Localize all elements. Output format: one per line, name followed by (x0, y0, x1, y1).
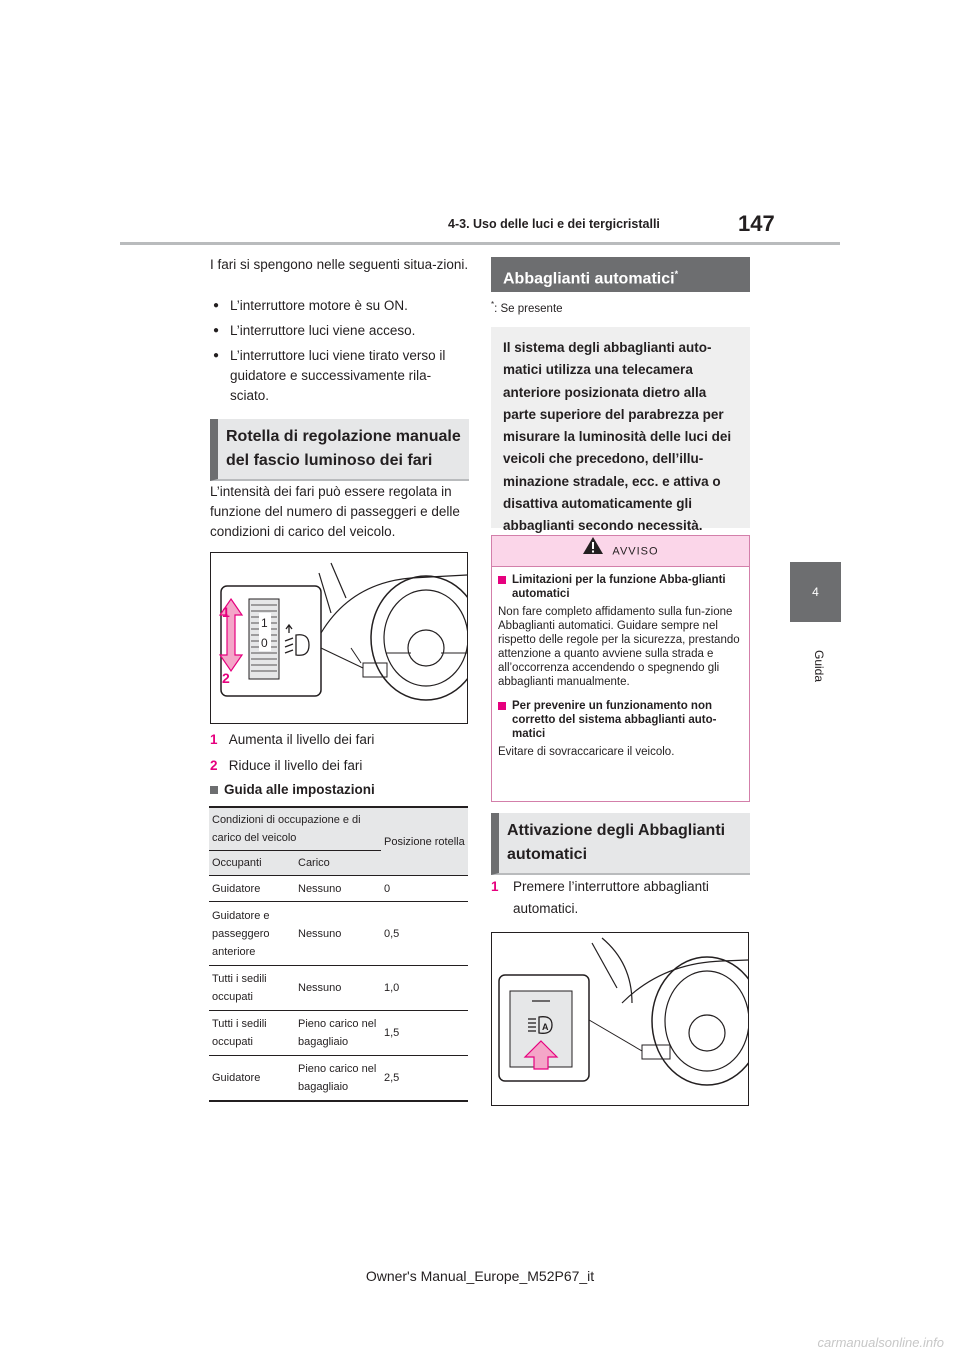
intro-paragraph: I fari si spengono nelle seguenti situa-zioni. (210, 257, 469, 272)
header-rule (120, 242, 840, 245)
table-row: Tutti i sedili occupati Nessuno 1,0 (209, 966, 468, 1011)
table-header: Carico (295, 851, 381, 876)
dashboard-illustration (492, 933, 748, 1105)
list-item: ● L’interruttore motore è su ON. (210, 296, 470, 316)
figure-label-2: 2 (222, 670, 230, 686)
watermark: carmanualsonline.info (817, 1335, 944, 1350)
legend-item: 1 Aumenta il livello dei fari (210, 732, 375, 747)
footnote: *: Se presente (491, 300, 563, 315)
table-header: Occupanti (209, 851, 295, 876)
dashboard-illustration (211, 553, 467, 723)
list-item: ● L’interruttore luci viene acceso. (210, 321, 470, 341)
table-header: Posizione rotella (381, 807, 468, 876)
table-header-row (209, 807, 468, 851)
warning-box (491, 535, 750, 802)
table-row: Tutti i sedili occupati Pieno carico nel bagagliaio 1,5 (209, 1011, 468, 1056)
warning-header: AVVISO (492, 536, 749, 567)
summary-box: Il sistema degli abbaglianti auto-matici utilizza una telecamera anteriore posizionata dietro alla parte superiore del parabrezza per misurare la luminosità delle luci dei veicoli che precedono, dell’illu-minazione stradale, ecc. e attiva o disattiva automaticamente gli abbaglianti secondo necessità. (491, 327, 750, 528)
settings-table (209, 806, 468, 1102)
auto-high-beam-figure (491, 932, 749, 1106)
dial-mark-1: 1 (261, 616, 268, 630)
dial-mark-0: 0 (261, 636, 268, 650)
chapter-tab: 4 (790, 562, 841, 622)
condition-list (210, 296, 470, 411)
leveling-description: L’intensità dei fari può essere regolata in funzione del numero di passeggeri e delle condizioni di carico del veicolo. (210, 484, 460, 539)
square-bullet-icon (210, 786, 218, 794)
headlight-leveling-figure (210, 552, 468, 724)
warning-item: Per prevenire un funzionamento non corretto del sistema abbaglianti auto-matici Evitare di sovraccaricare il veicolo. (492, 699, 749, 759)
chapter-label: Guida (812, 650, 826, 683)
figure-label-1: 1 (222, 604, 230, 620)
section-heading-activation: Attivazione degli Abbaglianti automatici (491, 813, 750, 875)
warning-triangle-icon (582, 536, 604, 567)
running-header: 4-3. Uso delle luci e dei tergicristalli (448, 217, 660, 231)
page-number: 147 (738, 211, 775, 236)
footer-text: Owner's Manual_Europe_M52P67_it (365, 1268, 595, 1284)
warning-item: Limitazioni per la funzione Abba-glianti automatici Non fare completo affidamento sulla fun-zione Abbaglianti automatici. Guidare sempre nel rispetto delle regole per la sicurezza, prestando attenzione a quanto avviene sulla strada e all’occorrenza accendendo o spegnendo gli abbaglianti manualmente. (492, 573, 749, 689)
table-row: Guidatore Pieno carico nel bagagliaio 2,5 (209, 1056, 468, 1101)
table-row: Guidatore e passeggero anteriore Nessuno 0,5 (209, 902, 468, 966)
subheading-settings-guide: Guida alle impostazioni (210, 782, 470, 797)
legend-item: 2 Riduce il livello dei fari (210, 758, 363, 773)
table-header: Condizioni di occupazione e di carico del veicolo (209, 807, 381, 851)
section-heading-headlight-leveling: Rotella di regolazione manuale del fascio luminoso dei fari (210, 419, 469, 481)
section-heading-auto-high-beam: Abbaglianti automatici* (491, 257, 750, 292)
auto-button-letter: A (542, 1022, 549, 1032)
table-row: Guidatore Nessuno 0 (209, 876, 468, 902)
list-item: ● L’interruttore luci viene tirato verso il guidatore e successivamente rila-sciato. (210, 346, 470, 406)
figure-legend (210, 730, 470, 776)
step-1: 1 Premere l’interruttore abbaglianti automatici. (491, 879, 709, 916)
